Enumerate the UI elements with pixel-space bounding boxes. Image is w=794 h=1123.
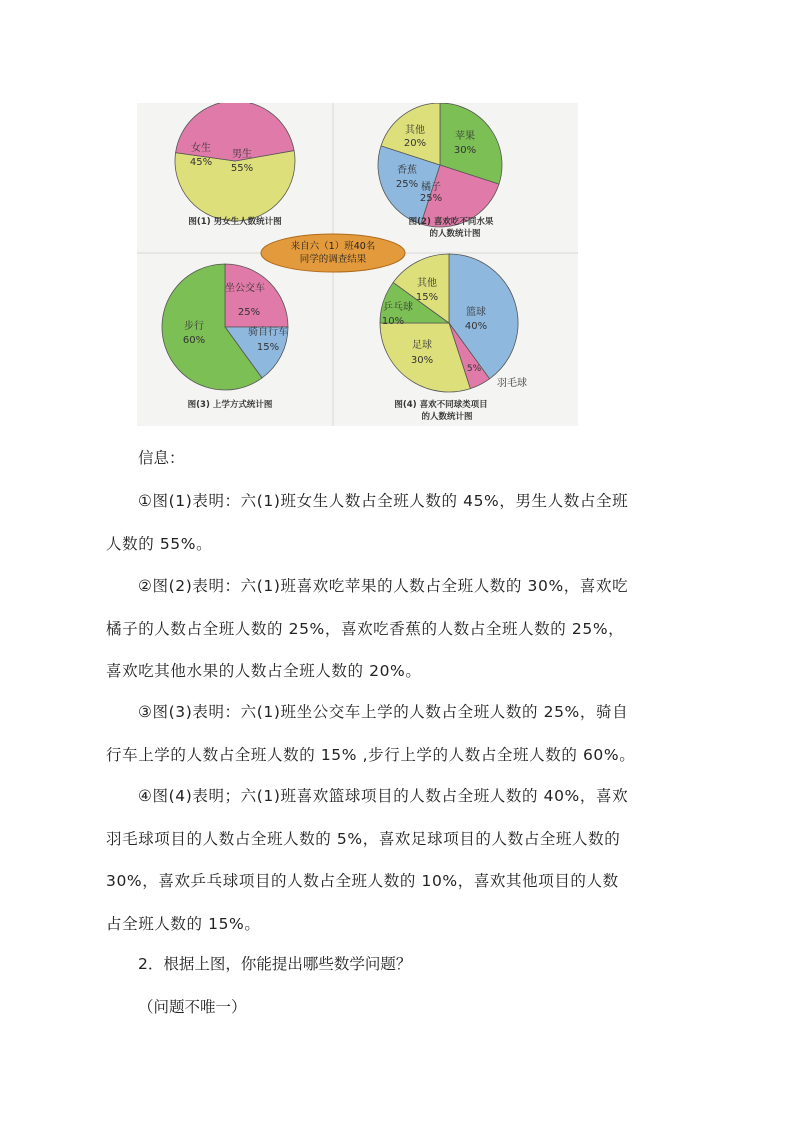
chart-4-label-badminton: 羽毛球	[497, 378, 527, 389]
chart-4-caption-line1: 图(4) 喜欢不同球类项目	[394, 400, 488, 410]
center-label-oval	[261, 234, 405, 272]
chart-2-label-apple: 苹果	[455, 131, 475, 142]
chart-4-caption-line2: 的人数统计图	[421, 412, 473, 422]
chart-2-label-orange: 橘子	[421, 182, 441, 193]
chart-3-value-bike: 15%	[256, 342, 280, 353]
info-paragraph-3	[106, 691, 698, 776]
chart-1-label-male: 男生	[232, 149, 252, 160]
info-1-line-2: 人数的 55%。	[106, 534, 213, 553]
chart-2-value-banana: 25%	[395, 179, 419, 190]
chart-3-value-bus: 25%	[237, 307, 261, 318]
chart-4-value-badminton: 5%	[466, 364, 482, 374]
chart-4-label-other: 其他	[417, 278, 437, 289]
chart-4-value-other: 15%	[415, 292, 439, 303]
chart-3-label-bike: 骑自行车	[248, 327, 288, 338]
survey-figure	[137, 103, 578, 426]
info-heading: 信息：	[138, 449, 185, 467]
info-4-line-2: 羽毛球项目的人数占全班人数的 5%，喜欢足球项目的人数占全班人数的	[106, 829, 621, 848]
chart-2-value-orange: 25%	[419, 193, 443, 204]
question-2: 2．根据上图，你能提出哪些数学问题？	[138, 955, 412, 973]
chart-4-label-basketball: 篮球	[466, 307, 486, 318]
info-paragraph-4	[106, 775, 698, 945]
chart-4-value-basketball: 40%	[464, 321, 488, 332]
chart-2-caption-line2: 的人数统计图	[429, 229, 481, 239]
center-label-line2: 同学的调查结果	[299, 254, 367, 265]
info-paragraph-2	[106, 565, 698, 693]
info-paragraph-1	[106, 480, 698, 565]
info-2-line-1: ②图(2)表明：六(1)班喜欢吃苹果的人数占全班人数的 30%，喜欢吃	[138, 577, 629, 595]
chart-2-label-other: 其他	[405, 125, 425, 136]
chart-3-value-walk: 60%	[182, 335, 206, 346]
chart-2-label-banana: 香蕉	[397, 165, 417, 176]
chart-1-caption: 图(1) 男女生人数统计图	[188, 217, 282, 227]
chart-1-label-female: 女生	[191, 143, 211, 154]
info-1-line-1: ①图(1)表明：六(1)班女生人数占全班人数的 45%，男生人数占全班	[138, 492, 629, 510]
question-note: （问题不唯一）	[138, 998, 247, 1016]
chart-3-label-walk: 步行	[184, 321, 204, 332]
chart-3-label-bus: 坐公交车	[225, 283, 265, 294]
chart-2-caption-line1: 图(2) 喜欢吃不同水果	[408, 217, 494, 227]
chart-2-value-other: 20%	[403, 138, 427, 149]
chart-1-value-male: 55%	[230, 163, 254, 174]
chart-3-caption: 图(3) 上学方式统计图	[187, 400, 273, 410]
info-4-line-4: 占全班人数的 15%。	[106, 914, 261, 933]
chart-4-label-football: 足球	[412, 340, 432, 351]
info-2-line-2: 橘子的人数占全班人数的 25%，喜欢吃香蕉的人数占全班人数的 25%，	[106, 619, 625, 638]
info-3-line-2: 行车上学的人数占全班人数的 15% ,步行上学的人数占全班人数的 60%。	[106, 745, 636, 764]
info-4-line-3: 30%，喜欢乒乓球项目的人数占全班人数的 10%，喜欢其他项目的人数	[106, 872, 619, 890]
center-label-line1: 来自六（1）班40名	[290, 241, 376, 252]
chart-4-value-football: 30%	[410, 355, 434, 366]
info-4-line-1: ④图(4)表明；六(1)班喜欢篮球项目的人数占全班人数的 40%，喜欢	[138, 787, 629, 805]
chart-4-label-pingpong: 乒乓球	[383, 302, 413, 313]
chart-4-value-pingpong: 10%	[381, 316, 405, 327]
chart-1-value-female: 45%	[189, 157, 213, 168]
info-2-line-3: 喜欢吃其他水果的人数占全班人数的 20%。	[106, 662, 422, 680]
info-3-line-1: ③图(3)表明：六(1)班坐公交车上学的人数占全班人数的 25%，骑自	[138, 703, 629, 721]
pie-charts-figure	[137, 103, 578, 426]
chart-2-value-apple: 30%	[453, 145, 477, 156]
